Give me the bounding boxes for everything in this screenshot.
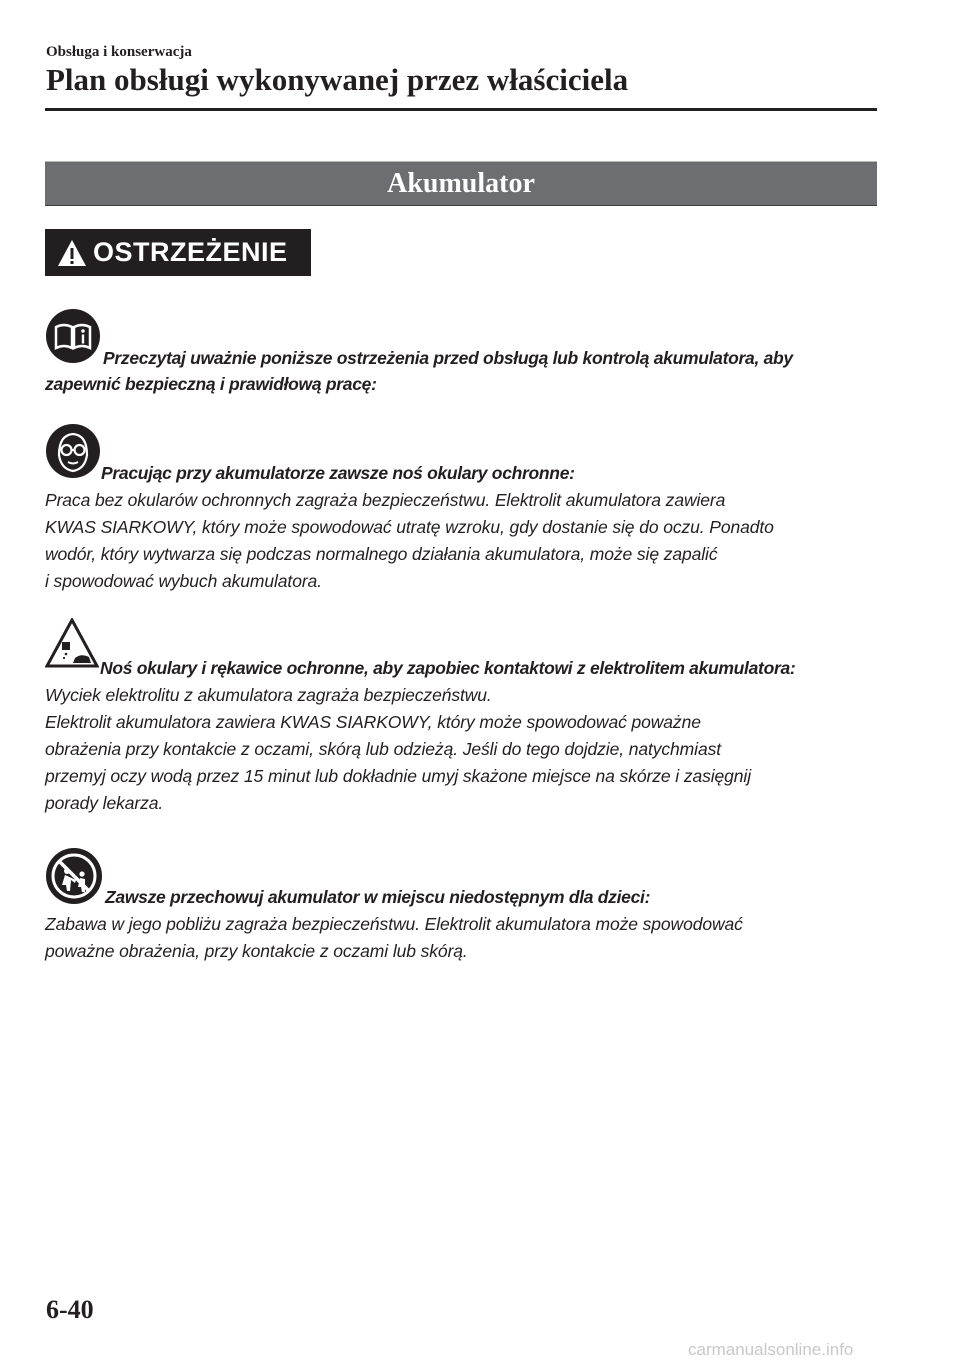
page-number: 6-40 <box>46 1295 94 1324</box>
warning-body-line: Zabawa w jego pobliżu zagraża bezpieczeństwu. Elektrolit akumulatora może spowodować <box>45 914 743 934</box>
section-banner <box>45 161 877 206</box>
warning-label: OSTRZEŻENIE <box>93 237 288 267</box>
warning-body-line: Elektrolit akumulatora zawiera KWAS SIARKOWY, który może spowodować poważne <box>45 712 701 732</box>
warning-triangle-icon <box>57 239 87 267</box>
warning-body-line: obrażenia przy kontakcie z oczami, skórą lub odzieżą. Jeśli do tego dojdzie, natychmiast <box>45 739 721 759</box>
page-title: Plan obsługi wykonywanej przez właściciela <box>46 62 629 97</box>
warning-heading: Pracując przy akumulatorze zawsze noś okulary ochronne: <box>101 463 575 483</box>
warning-body-line: porady lekarza. <box>45 793 164 813</box>
read-manual-icon <box>45 308 101 364</box>
warning-body-line: Wyciek elektrolitu z akumulatora zagraża bezpieczeństwu. <box>45 685 492 705</box>
safety-goggles-icon <box>45 423 101 479</box>
warning-body-line: i spowodować wybuch akumulatora. <box>45 571 322 591</box>
warning-heading-line2: zapewnić bezpieczną i prawidłową pracę: <box>45 374 377 394</box>
section-title: Akumulator <box>387 167 535 199</box>
warning-label-box <box>45 229 311 276</box>
warning-body-line: KWAS SIARKOWY, który może spowodować utratę wzroku, gdy dostanie się do oczu. Ponadto <box>45 517 774 537</box>
warning-body-line: Praca bez okularów ochronnych zagraża bezpieczeństwu. Elektrolit akumulatora zawiera <box>45 490 726 510</box>
breadcrumb: Obsługa i konserwacja <box>46 44 192 60</box>
warning-body-line: wodór, który wytwarza się podczas normalnego działania akumulatora, może się zapalić <box>45 544 718 564</box>
watermark: carmanualsonline.info <box>688 1340 854 1359</box>
warning-body-line: poważne obrażenia, przy kontakcie z oczami lub skórą. <box>45 941 468 961</box>
no-children-icon <box>45 847 103 905</box>
warning-heading: Noś okulary i rękawice ochronne, aby zapobiec kontaktowi z elektrolitem akumulatora: <box>100 658 796 678</box>
warning-heading: Zawsze przechowuj akumulator w miejscu niedostępnym dla dzieci: <box>105 887 651 907</box>
corrosive-warning-icon <box>45 618 99 668</box>
warning-body-line: przemyj oczy wodą przez 15 minut lub dokładnie umyj skażone miejsce na skórze i zasięgnij <box>45 766 752 786</box>
warning-heading-line1: Przeczytaj uważnie poniższe ostrzeżenia przed obsługą lub kontrolą akumulatora, aby <box>103 348 793 368</box>
title-divider <box>45 108 877 111</box>
